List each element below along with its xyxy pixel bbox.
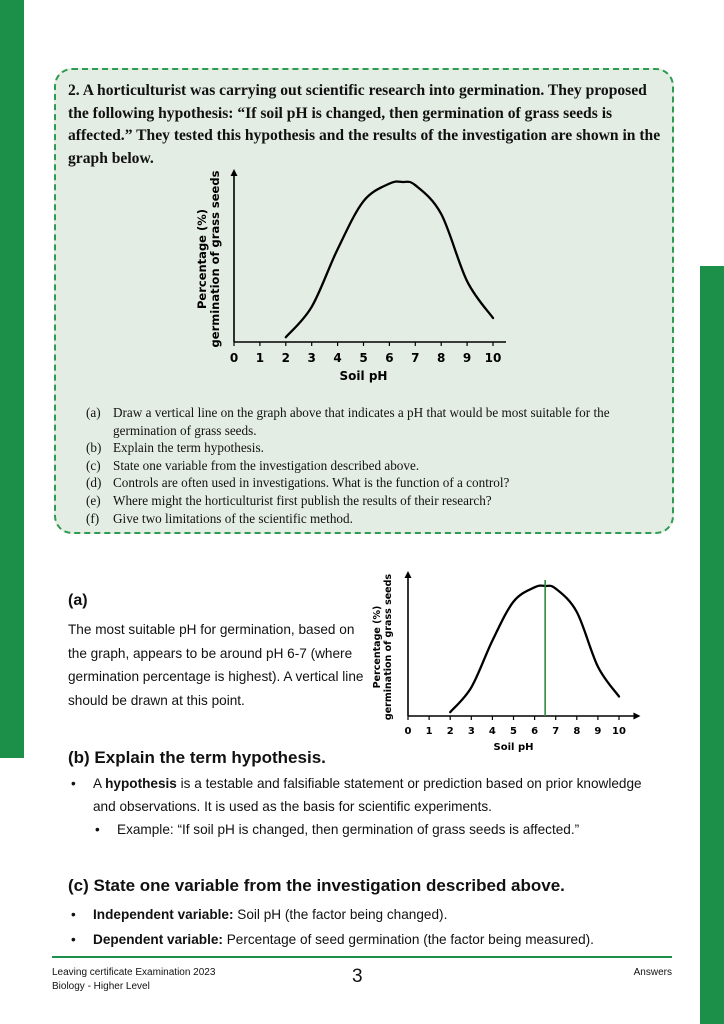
x-tick-label: 0 xyxy=(229,351,239,365)
answer-a-text: The most suitable pH for germination, based on the graph, appears to be around pH 6-7 (where germination percentage is highest). A vertical line should be drawn at this point. xyxy=(68,622,364,708)
x-tick-label: 1 xyxy=(425,726,433,737)
sub-question-a: (a) Draw a vertical line on the graph above that indicates a pH that would be most suitable for the germination of grass seeds. xyxy=(86,405,610,438)
x-tick-label: 6 xyxy=(531,726,539,737)
sub-question-list xyxy=(86,404,666,527)
x-tick-label: 5 xyxy=(359,351,368,365)
x-axis-label: Soil pH xyxy=(339,369,388,383)
hypothesis-definition: • A hypothesis is a testable and falsifiable statement or prediction based on prior knowledge and observations. It is used as the basis for scientific experiments. xyxy=(68,772,668,818)
x-tick-label: 5 xyxy=(510,726,517,737)
x-tick-label: 2 xyxy=(446,726,454,737)
footer-section: Answers xyxy=(633,967,672,978)
footer-subject: Biology - Higher Level xyxy=(52,981,150,992)
sub-question-f: (f) Give two limitations of the scientific method. xyxy=(86,510,353,526)
dependent-variable-item: • Dependent variable: Percentage of seed germination (the factor being measured). xyxy=(68,927,668,952)
sub-question-e: (e) Where might the horticulturist first publish the results of their research? xyxy=(86,492,492,508)
x-axis-label: Soil pH xyxy=(493,742,534,753)
footer-exam-info xyxy=(52,966,215,994)
answer-a-heading: (a) xyxy=(68,592,88,609)
sub-question-c: (c) State one variable from the investigation described above. xyxy=(86,457,420,473)
x-tick-label: 8 xyxy=(437,351,446,365)
answer-graph xyxy=(366,566,656,756)
x-axis-arrow xyxy=(633,713,640,720)
x-tick-label: 10 xyxy=(612,726,626,737)
x-tick-label: 6 xyxy=(385,351,394,365)
x-tick-label: 4 xyxy=(333,351,342,365)
right-accent-bar xyxy=(700,266,724,1024)
answer-c-list xyxy=(68,902,668,952)
answer-c-heading: (c) State one variable from the investigation described above. xyxy=(68,876,565,895)
x-tick-label: 2 xyxy=(281,351,290,365)
y-axis-label: Percentage (%)germination of grass seeds xyxy=(195,170,222,348)
footer-exam: Leaving certificate Examination 2023 xyxy=(52,967,216,978)
x-tick-label: 1 xyxy=(255,351,265,365)
footer-divider xyxy=(52,956,672,958)
sub-question-b: (b) Explain the term hypothesis. xyxy=(86,440,264,456)
left-accent-bar xyxy=(0,0,24,758)
x-tick-label: 7 xyxy=(552,726,560,737)
question-graph xyxy=(186,166,506,390)
hypothesis-example: • Example: “If soil pH is changed, then germination of grass seeds is affected.” xyxy=(68,818,668,841)
x-tick-label: 9 xyxy=(462,351,472,365)
y-axis-label: Percentage (%)germination of grass seeds xyxy=(372,573,394,721)
answer-b-heading: (b) Explain the term hypothesis. xyxy=(68,748,326,767)
answer-b-list xyxy=(68,772,668,841)
hypothesis-term: hypothesis xyxy=(105,776,177,791)
x-tick-label: 0 xyxy=(404,726,412,737)
sub-question-d: (d) Controls are often used in investigations. What is the function of a control? xyxy=(86,475,510,491)
y-axis-arrow xyxy=(231,169,238,176)
x-tick-label: 10 xyxy=(484,351,502,365)
independent-variable-item: • Independent variable: Soil pH (the factor being changed). xyxy=(68,902,668,927)
x-tick-label: 3 xyxy=(307,351,316,365)
x-tick-label: 3 xyxy=(467,726,475,737)
germination-curve xyxy=(450,586,619,713)
germination-curve xyxy=(286,181,493,337)
x-tick-label: 8 xyxy=(573,726,581,737)
x-tick-label: 9 xyxy=(594,726,602,737)
x-tick-label: 7 xyxy=(411,351,420,365)
y-axis-arrow xyxy=(405,571,412,578)
x-tick-label: 4 xyxy=(488,726,496,737)
question-intro: 2. A horticulturist was carrying out scientific research into germination. They proposed the following hypothesis: “If soil pH is changed, then germination of grass seeds is affected.” They tested this hypothesis and the results of the investigation are shown in the graph below. xyxy=(68,82,661,167)
page-number: 3 xyxy=(352,966,363,987)
